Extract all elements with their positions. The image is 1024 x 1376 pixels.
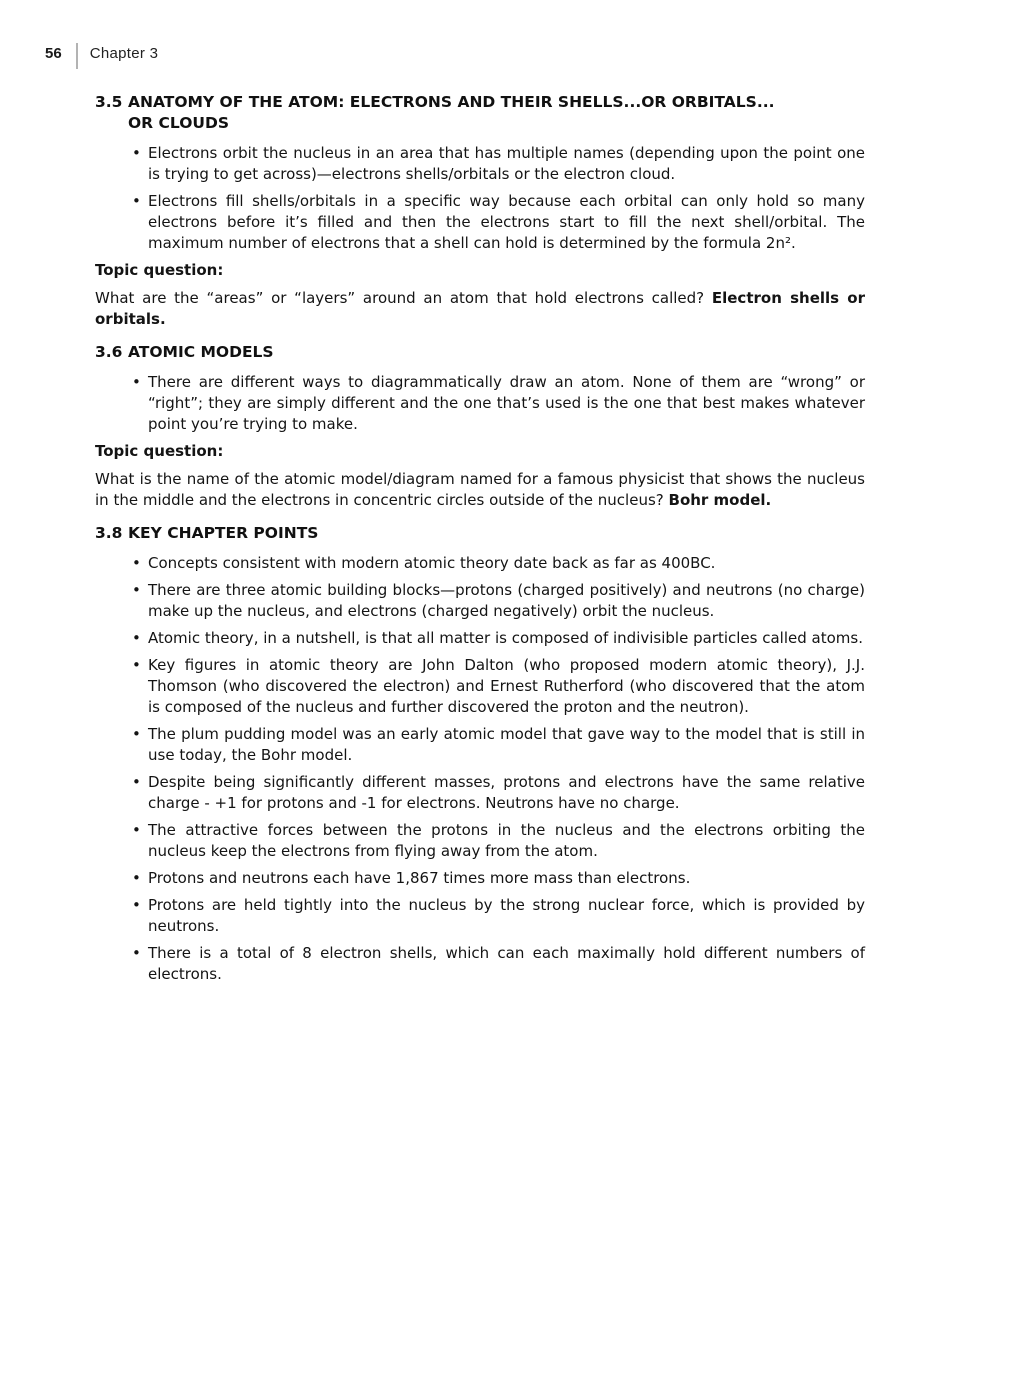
section-title	[128, 523, 865, 544]
page-content	[95, 92, 865, 991]
section-title	[128, 342, 865, 363]
bullet-item: • Despite being significantly different masses, protons and electrons have the same relative charge - +1 for protons and -1 for electrons. Neutrons have no charge.	[95, 772, 865, 814]
section-heading-3-6	[95, 342, 865, 363]
section-title-line: ANATOMY OF THE ATOM: ELECTRONS AND THEIR SHELLS...OR ORBITALS...	[128, 93, 775, 111]
topic-question-answer	[95, 288, 865, 330]
bullet-item: • The attractive forces between the protons in the nucleus and the electrons orbiting the nucleus keep the electrons from flying away from the atom.	[95, 820, 865, 862]
page-header	[45, 43, 158, 69]
section-heading-3-8	[95, 523, 865, 544]
page-number: 56	[45, 45, 62, 62]
answer-text: Electron shells or orbitals.	[95, 289, 865, 328]
bullet-item: • Electrons orbit the nucleus in an area that has multiple names (depending upon the point one is trying to get across)—electrons shells/orbitals or the electron cloud.	[95, 143, 865, 185]
section-heading-3-5	[95, 92, 865, 134]
bullet-item: • Atomic theory, in a nutshell, is that all matter is composed of indivisible particles called atoms.	[95, 628, 865, 649]
bullet-item: • There are different ways to diagrammatically draw an atom. None of them are “wrong” or “right”; they are simply different and the one that’s used is the one that best makes whatever point you’re trying to make.	[95, 372, 865, 435]
topic-question-label: Topic question:	[95, 442, 224, 460]
question-text: What are the “areas” or “layers” around an atom that hold electrons called?	[95, 289, 705, 307]
bullet-item: • Key figures in atomic theory are John Dalton (who proposed modern atomic theory), J.J. Thomson (who discovered the electron) and Ernest Rutherford (who discovered that the atom is composed of the nucleus and further discovered the proton and the neutron).	[95, 655, 865, 718]
section-number: 3.6	[95, 343, 123, 361]
bullet-item: • Concepts consistent with modern atomic theory date back as far as 400BC.	[95, 553, 865, 574]
bullet-item: • There are three atomic building blocks—protons (charged positively) and neutrons (no charge) make up the nucleus, and electrons (charged negatively) orbit the nucleus.	[95, 580, 865, 622]
answer-text: Bohr model.	[668, 491, 772, 509]
section-title-line: ATOMIC MODELS	[128, 343, 274, 361]
topic-question-answer	[95, 469, 865, 511]
chapter-label: Chapter 3	[89, 45, 159, 62]
bullet-item: • Electrons fill shells/orbitals in a specific way because each orbital can only hold so many electrons before it’s filled and then the electrons start to fill the next shell/orbital. The maximum number of electrons that a shell can hold is determined by the formula 2n².	[95, 191, 865, 254]
bullet-item: • Protons and neutrons each have 1,867 times more mass than electrons.	[95, 868, 865, 889]
header-divider	[76, 43, 78, 69]
section-title-line: KEY CHAPTER POINTS	[128, 524, 319, 542]
section-number: 3.8	[95, 524, 123, 542]
bullet-item: • There is a total of 8 electron shells, which can each maximally hold different numbers of electrons.	[95, 943, 865, 985]
bullet-item: • Protons are held tightly into the nucleus by the strong nuclear force, which is provided by neutrons.	[95, 895, 865, 937]
section-number: 3.5	[95, 93, 123, 111]
question-text: What is the name of the atomic model/diagram named for a famous physicist that shows the nucleus in the middle and the electrons in concentric circles outside of the nucleus?	[95, 470, 865, 509]
section-title-line: OR CLOUDS	[128, 114, 229, 132]
topic-question-label: Topic question:	[95, 261, 224, 279]
section-title	[128, 92, 865, 134]
bullet-item: • The plum pudding model was an early atomic model that gave way to the model that is still in use today, the Bohr model.	[95, 724, 865, 766]
